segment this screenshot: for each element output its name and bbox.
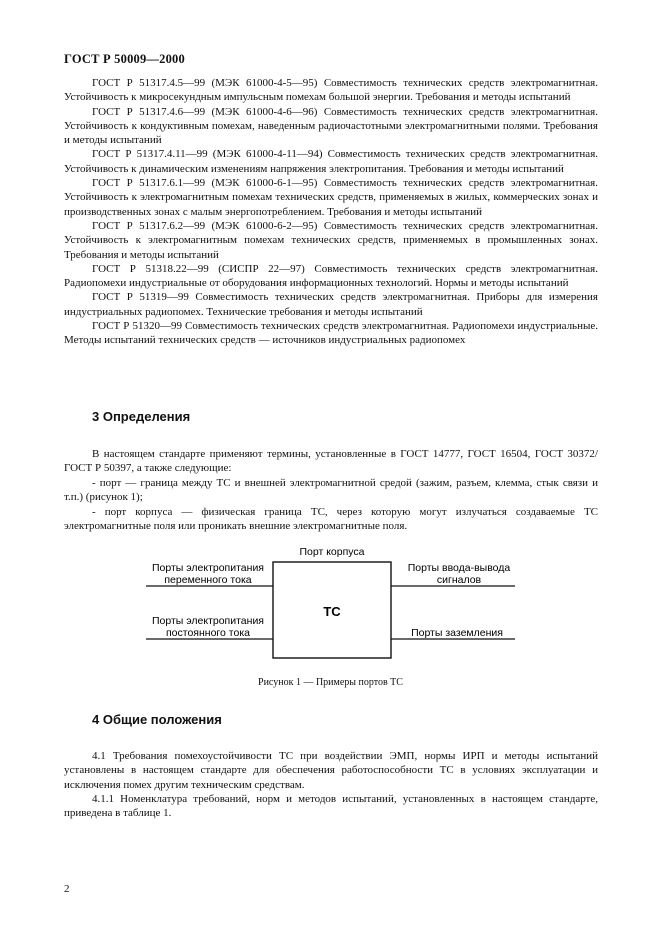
io-port-label-line2: сигналов [436,574,482,586]
io-port-label-line1: Порты ввода-вывода [407,562,511,574]
page-header: ГОСТ Р 50009—2000 [64,52,185,66]
section-3-intro: В настоящем стандарте применяют термины, установленные в ГОСТ 14777, ГОСТ 16504, ГОСТ 30372/ГОСТ Р 50397, а также следующие: [64,448,598,475]
ground-port-label: Порты заземления [411,627,503,639]
reference-item: ГОСТ Р 51319—99 Совместимость технических средств электромагнитная. Приборы для измерения индустриальных радиопомех. Технические требования и методы испытаний [64,291,598,318]
reference-item: ГОСТ Р 51317.4.5—99 (МЭК 61000-4-5—95) Совместимость технических средств электромагнитная. Устойчивость к микросекундным импульсным помехам большой энергии. Требования и методы испытаний [64,77,598,104]
paragraph-4-1-1: 4.1.1 Номенклатура требований, норм и методов испытаний, установленных в настоящем стандарте, приведена в таблице 1. [64,793,598,820]
reference-item: ГОСТ Р 51317.4.6—99 (МЭК 61000-4-6—96) Совместимость технических средств электромагнитная. Устойчивость к кондуктивным помехам, наведенным радиочастотными электромагнитными полями. Требования и методы испытаний [64,105,598,147]
normative-references-list [64,76,598,348]
reference-item: ГОСТ Р 51318.22—99 (СИСПР 22—97) Совместимость технических средств электромагнитная. Радиопомехи индустриальные от оборудования информационных технологий. Нормы и методы испытаний [64,262,598,290]
reference-item: ГОСТ Р 51317.6.2—99 (МЭК 61000-6-2—95) Совместимость технических средств электромагнитная. Устойчивость к электромагнитным помехам технических средств, применяемых в промышленных зонах. Требования и методы испытаний [64,219,598,261]
paragraph-4-1: 4.1 Требования помехоустойчивости ТС при воздействии ЭМП, нормы ИРП и методы испытаний установлены в настоящем стандарте для обеспечения работоспособности ТС в условиях эксплуатации и исключения помех другим техническим средствам. [64,750,598,791]
dc-power-label-line2: постоянного тока [166,627,250,639]
dc-power-label-line1: Порты электропитания [152,615,264,627]
reference-item: ГОСТ Р 51317.4.11—99 (МЭК 61000-4-11—94) Совместимость технических средств электромагнитная. Устойчивость к динамическим изменениям напряжения электропитания. Требования и методы испытаний [64,148,598,175]
enclosure-port-label: Порт корпуса [299,546,365,558]
definition-enclosure-port: - порт корпуса — физическая граница ТС, через которую могут излучаться создаваемые ТС электромагнитные поля или проникать внешние электромагнитные поля. [64,506,598,533]
figure-1-caption: Рисунок 1 — Примеры портов ТС [258,677,403,688]
reference-item: ГОСТ Р 51320—99 Совместимость технических средств электромагнитная. Радиопомехи индустриальные. Методы испытаний технических средств — источников индустриальных радиопомех [64,320,598,347]
ac-power-label-line2: переменного тока [164,574,252,586]
equipment-label: ТС [323,604,341,619]
section-4-title: 4 Общие положения [92,712,222,727]
section-3-title: 3 Определения [92,409,191,424]
definition-port: - порт — граница между ТС и внешней электромагнитной средой (зажим, разъем, клемма, стык связи и т.п.) (рисунок 1); [64,477,598,504]
figure-1-diagram [0,540,661,670]
ac-power-label-line1: Порты электропитания [152,562,264,574]
page-number: 2 [64,883,70,895]
reference-item: ГОСТ Р 51317.6.1—99 (МЭК 61000-6-1—95) Совместимость технических средств электромагнитная. Устойчивость к электромагнитным помехам технических средств, применяемых в жилых, коммерческих зонах и производственных зонах с малым энергопотреблением. Требования и методы испытаний [64,177,598,218]
